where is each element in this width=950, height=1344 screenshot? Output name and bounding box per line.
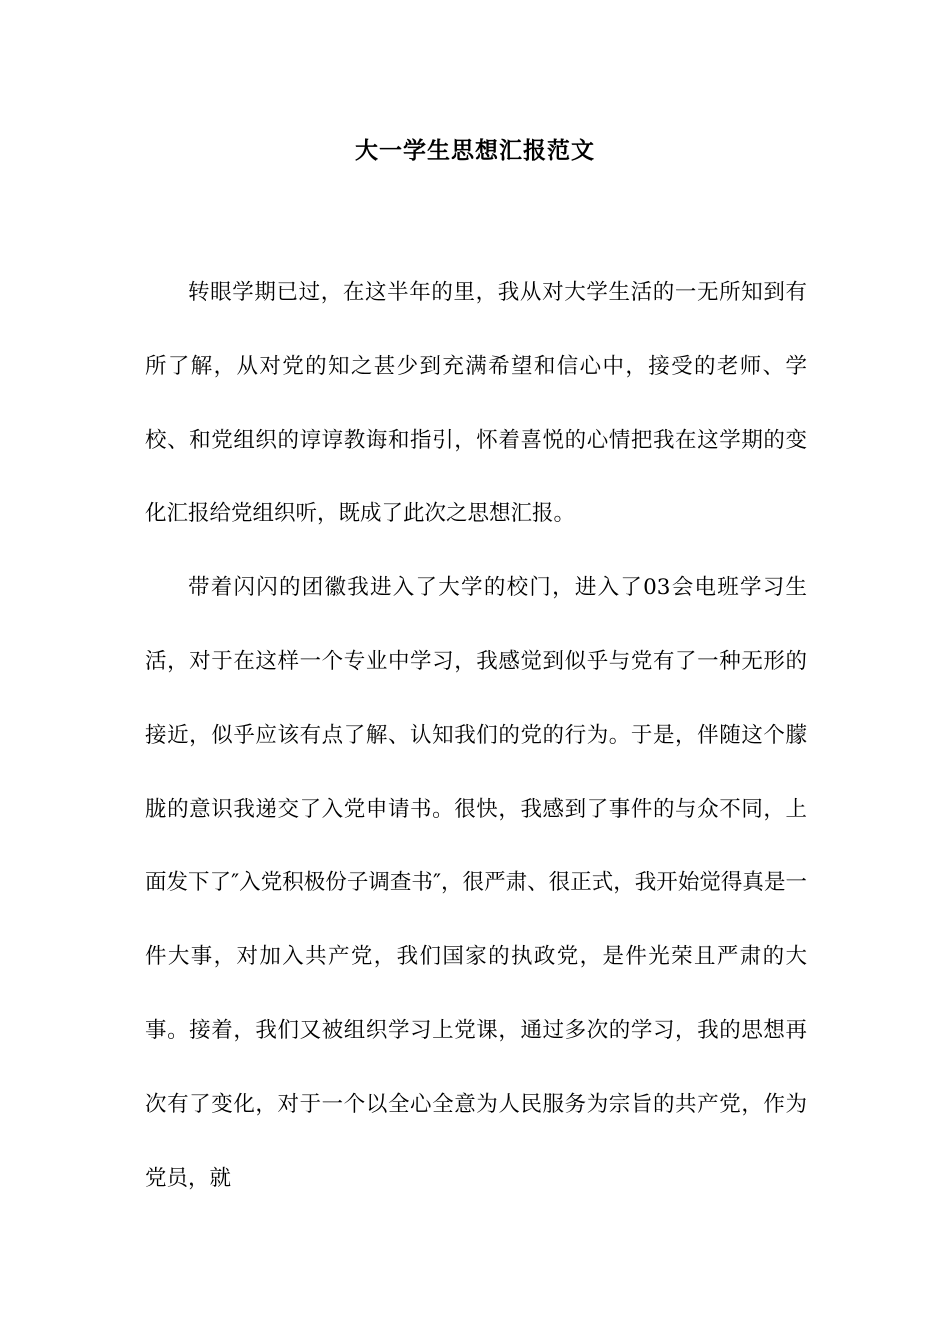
document-title: 大一学生思想汇报范文 bbox=[355, 137, 595, 164]
paragraph-2: 带着闪闪的团徽我进入了大学的校门，进入了03会电班学习生活，对于在这样一个专业中学习，我感觉到似乎与党有了一种无形的接近，似乎应该有点了解、认知我们的党的行为。于是，伴随这个朦胧的意识我递交了入党申请书。很快，我感到了事件的与众不同，上面发下了″入党积极份子调查书″，很严肃、很正式，我开始觉得真是一件大事，对加入共产党，我们国家的执政党，是件光荣且严肃的大事。接着，我们又被组织学习上党课，通过多次的学习，我的思想再次有了变化，对于一个以全心全意为人民服务为宗旨的共产党，作为党员，就 bbox=[145, 575, 807, 1191]
document-body bbox=[145, 256, 807, 1215]
paragraph-1: 转眼学期已过，在这半年的里，我从对大学生活的一无所知到有所了解，从对党的知之甚少到充满希望和信心中，接受的老师、学校、和党组织的谆谆教诲和指引，怀着喜悦的心情把我在这学期的变化汇报给党组织听，既成了此次之思想汇报。 bbox=[145, 280, 807, 527]
